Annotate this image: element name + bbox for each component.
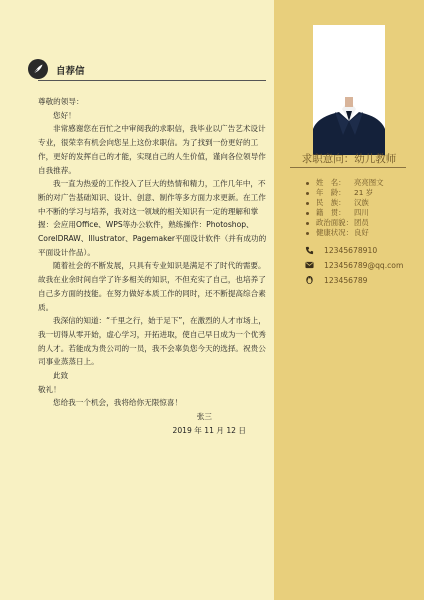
- contact-phone: [304, 245, 377, 255]
- phone-number: 12345678910: [324, 245, 378, 255]
- letter-paragraph: 非常感谢您在百忙之中审阅我的求职信，我毕业以广告艺术设计专业，很荣幸有机会向您呈上这份求职信。为了找到一份更好的工作，更好的发挥自己的才能，实现自己的人生价值，谨向各位领导作自我推荐。: [38, 124, 266, 175]
- info-row: 政治面貌： 团员: [306, 218, 384, 228]
- letter-greeting: 尊敬的领导：: [38, 97, 84, 106]
- title-divider: [38, 80, 266, 81]
- job-intention: 求职意向：幼儿教师: [301, 153, 397, 165]
- bullet-icon: [306, 202, 309, 205]
- letter-date: 2019 年 11 月 12 日: [172, 425, 246, 435]
- letter-plea: 您给我一个机会，我将给你无限惊喜！: [53, 398, 183, 408]
- letter-signature: 张三: [196, 412, 212, 422]
- email-address: 123456789@qq.com: [324, 260, 404, 270]
- letter-paragraph: 我深信的知道：“千里之行，始于足下”，在激烈的人才市场上，我一切得从零开始，虚心学习，开拓进取，使自己早日成为一个优秀的人才。若能成为贵公司的一员，我不会辜负您今天的选择。祝贵公司事业蒸蒸日上。: [38, 316, 266, 367]
- letter-title: 自荐信: [56, 66, 85, 77]
- info-row: 籍 贯： 四川: [306, 208, 384, 218]
- bullet-icon: [306, 222, 309, 225]
- letter-hello: 您好！: [53, 110, 76, 120]
- letter-salute: 敬礼！: [38, 384, 61, 394]
- letter-paragraph: 随着社会的不断发展，只具有专业知识是满足不了时代的需要。故我在业余时间自学了许多相关的知识，不但充实了自己，也培养了自己多方面的技能。在努力做好本质工作的同时，还不断提高综合素质。: [38, 261, 266, 312]
- qq-number: 123456789: [324, 275, 368, 285]
- bullet-icon: [306, 182, 309, 185]
- bullet-icon: [306, 192, 309, 195]
- info-row: 年 龄： 21 岁: [306, 188, 384, 198]
- info-row: 姓 名： 亮亮图文: [306, 178, 384, 188]
- contact-email: [304, 260, 403, 270]
- cover-letter: [38, 95, 270, 438]
- bullet-icon: [306, 232, 309, 235]
- quill-icon: [28, 59, 48, 79]
- profile-photo: [313, 25, 385, 155]
- envelope-icon: [304, 260, 314, 270]
- info-row: 健康状况： 良好: [306, 228, 384, 238]
- contact-qq: [304, 275, 367, 285]
- letter-paragraph: 我一直为热爱的工作投入了巨大的热情和精力，工作几年中，不断的对广告基础知识、设计、创意、制作等多方面力求更新。在工作中不断的学习与培养，我对这一领域的相关知识有一定的理解和掌握：会应用Office、WPS等办公软件，熟练操作：Photoshop、CorelDRAW、Illustrator、Pagemaker平面设计软件（并有成功的平面设计作品）。: [38, 179, 267, 257]
- info-row: 民 族： 汉族: [306, 198, 384, 208]
- bullet-icon: [306, 212, 309, 215]
- phone-icon: [304, 245, 314, 255]
- letter-closing: 此致: [53, 371, 69, 381]
- job-divider: [290, 167, 406, 168]
- personal-info-list: [306, 178, 384, 238]
- qq-penguin-icon: [304, 275, 314, 285]
